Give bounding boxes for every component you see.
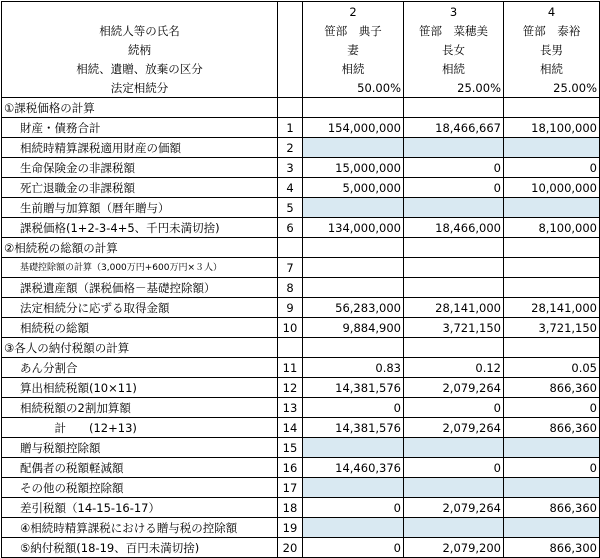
value-cell: 56,283,000 [303,298,404,318]
header-name-label: 相続人等の氏名 [2,21,278,40]
heir-type: 相続 [303,59,404,78]
value-cell [303,518,404,538]
row-number: 15 [278,438,303,458]
table-row [2,458,600,478]
value-cell [404,198,504,218]
value-cell [504,518,600,538]
value-cell [303,258,404,278]
row-number: 20 [278,538,303,558]
row-number: 7 [278,258,303,278]
heir-name: 笹部 典子 [303,21,404,40]
value-cell [404,278,504,298]
row-number: 3 [278,158,303,178]
value-cell: 0 [303,398,404,418]
value-cell [404,478,504,498]
value-cell [404,238,504,258]
value-cell [504,258,600,278]
value-cell: 9,884,900 [303,318,404,338]
table-row [2,178,600,198]
header-share-row [2,78,600,98]
value-cell [303,98,404,118]
row-number: 17 [278,478,303,498]
value-cell [404,338,504,358]
row-number: 11 [278,358,303,378]
value-cell [504,98,600,118]
value-cell: 14,381,576 [303,418,404,438]
header-share-label: 法定相続分 [2,78,278,98]
row-number: 18 [278,498,303,518]
table-row [2,418,600,438]
header-type-label: 相続、遺贈、放棄の区分 [2,59,278,78]
row-label: 課税価格(1+2-3-4+5、千円未満切捨) [2,218,278,238]
value-cell: 28,141,000 [504,298,600,318]
section-row [2,238,600,258]
row-label: 計 (12+13) [2,418,278,438]
value-cell: 2,079,264 [404,498,504,518]
heir-share: 50.00% [303,78,404,98]
row-number: 2 [278,138,303,158]
section-row [2,338,600,358]
value-cell: 0 [303,538,404,558]
value-cell [303,238,404,258]
value-cell [303,338,404,358]
row-label: 配偶者の税額軽減額 [2,458,278,478]
value-cell [504,438,600,458]
value-cell: 0 [404,158,504,178]
value-cell: 0 [504,458,600,478]
value-cell [404,438,504,458]
value-cell: 3,721,150 [504,318,600,338]
heir-type: 相続 [404,59,504,78]
section-title: ①課税価格の計算 [2,98,278,118]
value-cell: 2,079,200 [404,538,504,558]
heir-type: 相続 [504,59,600,78]
value-cell: 0 [303,498,404,518]
value-cell [504,138,600,158]
section-row [2,98,600,118]
value-cell: 10,000,000 [504,178,600,198]
value-cell: 0 [404,458,504,478]
value-cell: 8,100,000 [504,218,600,238]
row-label: 相続時精算課税適用財産の価額 [2,138,278,158]
row-label: あん分割合 [2,358,278,378]
heir-share: 25.00% [404,78,504,98]
value-cell [504,198,600,218]
row-label: 差引税額（14-15-16-17） [2,498,278,518]
table-row [2,298,600,318]
heir-relation: 妻 [303,40,404,59]
table-row [2,278,600,298]
value-cell [404,98,504,118]
table-row [2,158,600,178]
header-num-blank-cell [278,2,303,22]
value-cell: 14,460,376 [303,458,404,478]
row-label: 算出相続税額(10×11) [2,378,278,398]
table-row [2,358,600,378]
value-cell: 18,100,000 [504,118,600,138]
table-row [2,438,600,458]
row-number: 16 [278,458,303,478]
header-col-numbers-row [2,2,600,22]
heir-name: 笹部 菜穂美 [404,21,504,40]
table-row [2,258,600,278]
value-cell: 3,721,150 [404,318,504,338]
row-number: 14 [278,418,303,438]
row-number: 10 [278,318,303,338]
value-cell: 18,466,000 [404,218,504,238]
row-label: ⑤納付税額(18-19、百円未満切捨) [2,538,278,558]
row-label: 生前贈与加算額（暦年贈与） [2,198,278,218]
table-row [2,398,600,418]
value-cell: 866,360 [504,498,600,518]
header-relation-label: 続柄 [2,40,278,59]
value-cell: 14,381,576 [303,378,404,398]
heir-name: 笹部 泰裕 [504,21,600,40]
heir-share: 25.00% [504,78,600,98]
row-label: 死亡退職金の非課税額 [2,178,278,198]
row-label: ④相続時精算課税における贈与税の控除額 [2,518,278,538]
value-cell [303,138,404,158]
row-label: 相続税の総額 [2,318,278,338]
header-relation-row [2,40,600,59]
row-label: 贈与税額控除額 [2,438,278,458]
row-number: 8 [278,278,303,298]
value-cell: 866,360 [504,378,600,398]
row-number: 13 [278,398,303,418]
row-label: 生命保険金の非課税額 [2,158,278,178]
row-label: 法定相続分に応ずる取得金額 [2,298,278,318]
row-number: 1 [278,118,303,138]
col-number: 4 [504,2,600,22]
value-cell [404,138,504,158]
row-number: 4 [278,178,303,198]
heir-relation: 長女 [404,40,504,59]
row-number: 9 [278,298,303,318]
value-cell: 0 [404,178,504,198]
inheritance-tax-table [1,1,600,558]
value-cell: 18,466,667 [404,118,504,138]
value-cell: 0.12 [404,358,504,378]
col-number: 3 [404,2,504,22]
value-cell [504,238,600,258]
value-cell [504,478,600,498]
value-cell: 0 [404,398,504,418]
value-cell: 0 [504,158,600,178]
value-cell [303,278,404,298]
row-number [278,338,303,358]
row-label: 課税遺産額（課税価格－基礎控除額） [2,278,278,298]
heir-relation: 長男 [504,40,600,59]
value-cell: 0 [504,398,600,418]
table-row [2,478,600,498]
value-cell: 15,000,000 [303,158,404,178]
value-cell: 2,079,264 [404,378,504,398]
row-label: 相続税額の2割加算額 [2,398,278,418]
row-number: 12 [278,378,303,398]
table-row [2,318,600,338]
value-cell: 154,000,000 [303,118,404,138]
value-cell [303,198,404,218]
table-row [2,538,600,558]
value-cell [303,438,404,458]
row-label: 基礎控除額の計算（3,000万円+600万円×３人） [2,258,278,278]
section-title: ③各人の納付税額の計算 [2,338,278,358]
header-name-row [2,21,600,40]
value-cell [303,478,404,498]
header-blank-cell [2,2,278,22]
header-type-row [2,59,600,78]
table-row [2,118,600,138]
value-cell [504,278,600,298]
value-cell [404,258,504,278]
table-row [2,138,600,158]
row-number: 5 [278,198,303,218]
value-cell: 2,079,264 [404,418,504,438]
table-row [2,518,600,538]
section-title: ②相続税の総額の計算 [2,238,278,258]
value-cell: 5,000,000 [303,178,404,198]
row-label: その他の税額控除額 [2,478,278,498]
row-number: 6 [278,218,303,238]
value-cell: 134,000,000 [303,218,404,238]
table-row [2,218,600,238]
value-cell: 28,141,000 [404,298,504,318]
row-label: 財産・債務合計 [2,118,278,138]
value-cell: 0.83 [303,358,404,378]
row-number [278,98,303,118]
value-cell: 0.05 [504,358,600,378]
table-row [2,378,600,398]
row-number [278,238,303,258]
value-cell [504,338,600,358]
value-cell: 866,360 [504,418,600,438]
row-number: 19 [278,518,303,538]
col-number: 2 [303,2,404,22]
value-cell [404,518,504,538]
table-row [2,198,600,218]
value-cell: 866,300 [504,538,600,558]
